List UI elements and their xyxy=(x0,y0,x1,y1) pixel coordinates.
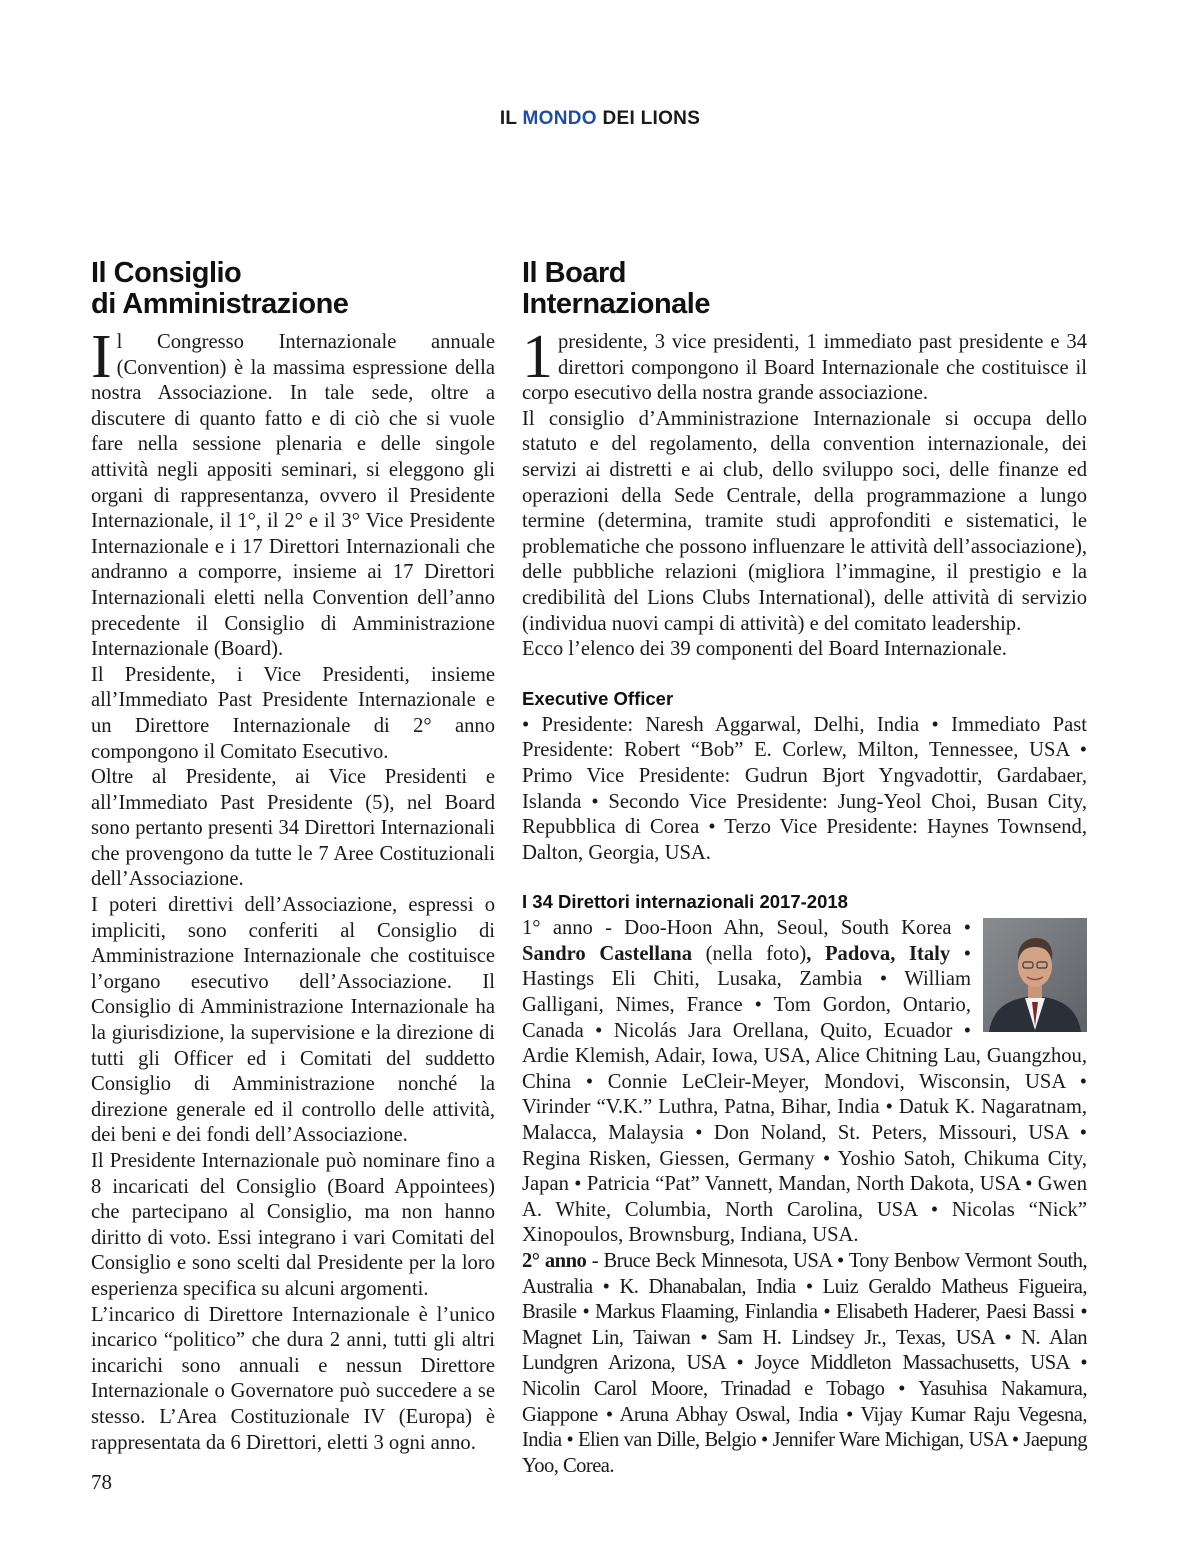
left-paragraph-2: Il Presidente, i Vice Presidenti, insieme all’Immediato Past Presidente Internazionale e un Direttore Internazionale di 2° anno compongono il Comitato Esecutivo. xyxy=(91,663,495,763)
left-p1-text: l Congresso Internazionale annuale (Convention) è la massima espressione della nostra Associazione. In tale sede, oltre a discutere di quanto fatto e di ciò che si vuole fare nella sessione plenaria e delle singole attività negli appositi seminari, si eleggono gli organi di rappresentanza, ovvero il Presidente Internazionale, il 1°, il 2° e il 3° Vice Presidente Internazionale e i 17 Direttori Internazionali che andranno a comporre, insieme ai 17 Direttori Internazionali eletti nella Convention dell’anno precedente il Consiglio di Amministrazione Internazionale (Board). xyxy=(91,331,495,661)
featured-director-place: , Padova, Italy xyxy=(806,942,951,965)
running-head-post: DEI LIONS xyxy=(596,108,701,129)
left-paragraph-3: Oltre al Presidente, ai Vice Presidenti e all’Immediato Past Presidente (5), nel Board sono pertanto presenti 34 Direttori Internazionali che provengono da tutte le 7 Aree Costituzionali dell’Associazione. xyxy=(91,766,495,891)
right-title xyxy=(522,258,1087,320)
left-column xyxy=(91,258,495,1456)
running-head xyxy=(0,108,1200,130)
first-year-text-c: • Hastings Eli Chiti, Lusaka, Zambia • William Galligani, Nimes, France • Tom Gordon, Ontario, Canada • Nicolás Jara Orellana, Quito, Ecuador • Ardie Klemish, Adair, Iowa, USA, Alice Chitning Lau, Guangzhou, China • Connie LeCleir-Meyer, Mondovi, Wisconsin, USA • Virinder “V.K.” Luthra, Patna, Bihar, India • Datuk K. Nagaratnam, Malacca, Malaysia • Don Noland, St. Peters, Missouri, USA • Regina Risken, Giessen, Germany • Yoshio Satoh, Chikuma City, Japan • Patricia “Pat” Vannett, Mandan, North Dakota, USA • Gwen A. White, Columbia, North Carolina, USA • Nicolas “Nick” Xinopoulos, Brownsburg, Indiana, USA. xyxy=(522,942,1087,1247)
first-year-text-b: (nella foto) xyxy=(692,942,807,965)
right-dropcap: 1 xyxy=(522,323,553,391)
executive-officer-heading: Executive Officer xyxy=(522,687,674,709)
second-year-label: 2° anno xyxy=(522,1250,587,1272)
page-number: 78 xyxy=(91,1470,112,1494)
second-year-directors xyxy=(522,1249,1087,1479)
running-head-accent: MONDO xyxy=(522,108,597,129)
first-year-text-a: 1° anno - Doo-Hoon Ahn, Seoul, South Korea • xyxy=(522,917,971,940)
right-title-line1: Il Board xyxy=(522,257,626,289)
executive-officer-list: • Presidente: Naresh Aggarwal, Delhi, India • Immediato Past Presidente: Robert “Bob” E. Corlew, Milton, Tennessee, USA • Primo Vice Presidente: Gudrun Bjort Yngvadottir, Gardabaer, Islanda • Secondo Vice Presidente: Jung-Yeol Choi, Busan City, Repubblica di Corea • Terzo Vice Presidente: Haynes Townsend, Dalton, Georgia, USA. xyxy=(522,713,1087,864)
right-paragraph-3: Ecco l’elenco dei 39 componenti del Board Internazionale. xyxy=(522,638,1007,661)
left-title xyxy=(91,258,495,320)
director-photo xyxy=(983,918,1087,1032)
directors-heading: I 34 Direttori internazionali 2017-2018 xyxy=(522,891,848,913)
left-paragraph-4: I poteri direttivi dell’Associazione, espressi o impliciti, sono conferiti al Consiglio di Amministrazione Internazionale che costituisce l’organo esecutivo dell’Associazione. Il Consiglio di Amministrazione Internazionale ha la giurisdizione, la supervisione e la direzione di tutti gli Officer ed i Comitati del suddetto Consiglio di Amministrazione nonché la direzione generale ed il controllo delle attività, dei beni e dei fondi dell’Associazione. xyxy=(91,894,495,1147)
left-title-line1: Il Consiglio xyxy=(91,257,242,289)
right-paragraph-2: Il consiglio d’Amministrazione Internazionale si occupa dello statuto e del regolamento, della convention internazionale, dei servizi ai distretti e ai club, dello sviluppo soci, delle finanze ed operazioni della Sede Centrale, della programmazione a lungo termine (determina, tramite studi approfonditi e sistematici, le problematiche che possono influenzare le attività dell’associazione), delle pubbliche relazioni (migliora l’immagine, il prestigio e la credibilità del Lions Clubs International), delle attività di servizio (individua nuovi campi di attività) e del comitato leadership. xyxy=(522,407,1087,635)
right-paragraph-1 xyxy=(522,323,1087,407)
left-paragraph-1 xyxy=(91,323,495,663)
second-year-text: - Bruce Beck Minnesota, USA • Tony Benbow Vermont South, Australia • K. Dhanabalan, India • Luiz Geraldo Matheus Figueira, Brasile • Markus Flaaming, Finlandia • Elisabeth Haderer, Paesi Bassi • Magnet Lin, Taiwan • Sam H. Lindsey Jr., Texas, USA • N. Alan Lundgren Arizona, USA • Joyce Middleton Massachusetts, USA • Nicolin Carol Moore, Trinadad e Tobago • Yasuhisa Nakamura, Giappone • Aruna Abhay Oswal, India • Vijay Kumar Raju Vegesna, India • Elien van Dille, Belgio • Jennifer Ware Michigan, USA • Jaepung Yoo, Corea. xyxy=(522,1250,1087,1477)
left-paragraph-6: L’incarico di Direttore Internazionale è l’unico incarico “politico” che dura 2 anni, tutti gli altri incarichi sono annuali e nessun Direttore Internazionale o Governatore può succedere a se stesso. L’Area Costituzionale IV (Europa) è rappresentata da 6 Direttori, eletti 3 ogni anno. xyxy=(91,1303,495,1454)
left-title-line2: di Amministrazione xyxy=(91,288,349,320)
right-title-line2: Internazionale xyxy=(522,288,710,320)
featured-director-name: Sandro Castellana xyxy=(522,942,693,965)
running-head-pre: IL xyxy=(499,108,523,129)
right-p1-text: presidente, 3 vice presidenti, 1 immediato past presidente e 34 direttori compongono il Board Internazionale che costituisce il corpo esecutivo della nostra grande associazione. xyxy=(522,331,1087,405)
right-column xyxy=(522,258,1087,1479)
left-dropcap: I xyxy=(91,323,112,391)
left-paragraph-5: Il Presidente Internazionale può nominare fino a 8 incaricati del Consiglio (Board Appointees) che partecipano al Consiglio, ma non hanno diritto di voto. Essi integrano i vari Comitati del Consiglio e sono scelti dal Presidente per la loro esperienza specifica su alcuni argomenti. xyxy=(91,1150,495,1300)
